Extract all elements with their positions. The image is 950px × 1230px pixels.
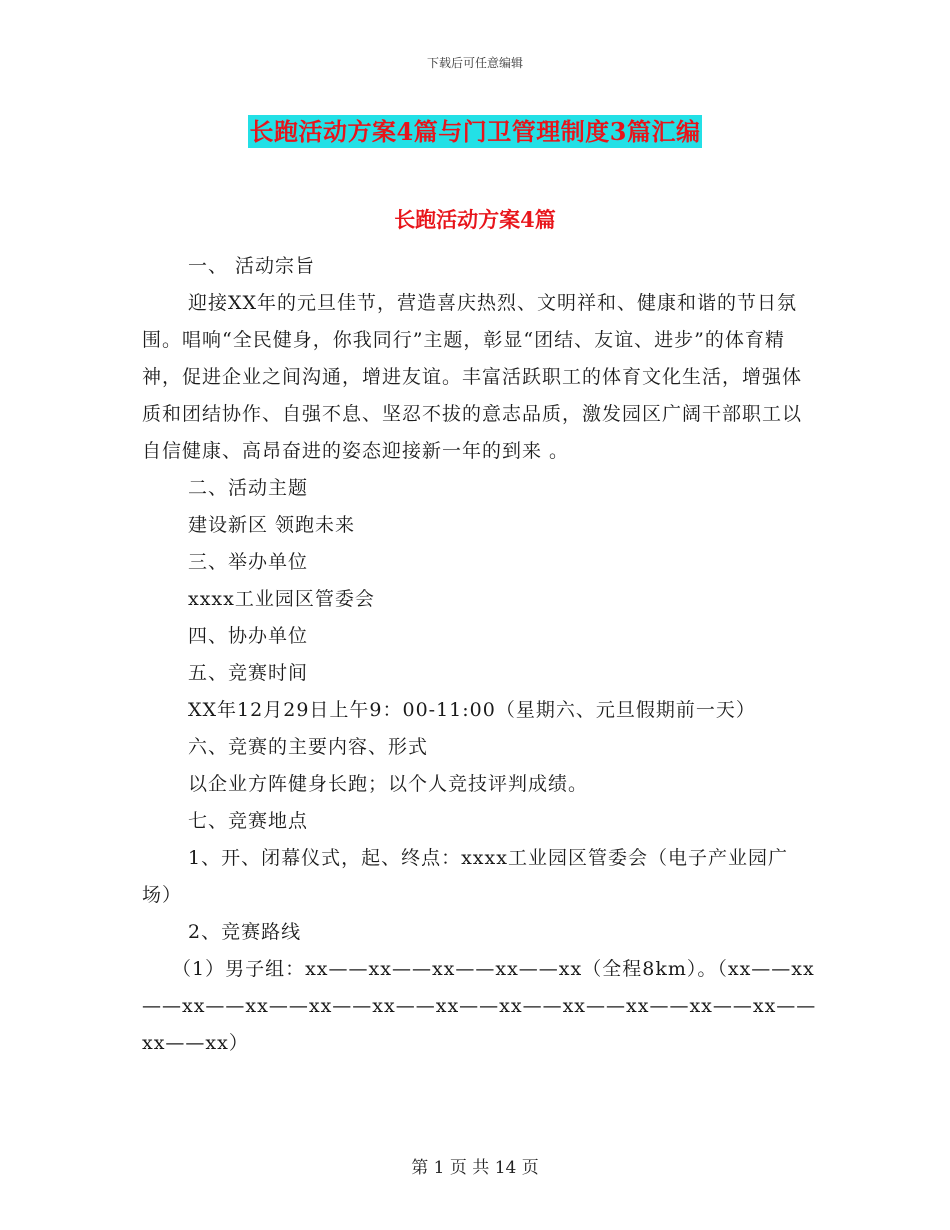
- document-title-text: 长跑活动方案4篇与门卫管理制度3篇汇编: [249, 117, 701, 146]
- header-note: 下载后可任意编辑: [426, 56, 523, 70]
- paragraph-location: 1、开、闭幕仪式，起、终点：xxxx工业园区管委会（电子产业园广场）: [142, 847, 788, 906]
- heading-organizer: 三、举办单位: [188, 551, 309, 573]
- heading-location: 七、竞赛地点: [188, 810, 309, 832]
- paragraph-content: 以企业方阵健身长跑；以个人竞技评判成绩。: [188, 773, 589, 795]
- paragraph-theme: 建设新区 领跑未来: [188, 514, 356, 536]
- heading-content: 六、竞赛的主要内容、形式: [188, 736, 429, 758]
- section-title: 长跑活动方案4篇: [394, 207, 556, 232]
- heading-route: 2、竞赛路线: [188, 921, 302, 943]
- document-title: [0, 112, 950, 147]
- paragraph-time: XX年12月29日上午9：00-11:00（星期六、元旦假期前一天）: [188, 699, 756, 721]
- page-footer: 第 1 页 共 14 页: [411, 1158, 539, 1178]
- heading-theme: 二、活动主题: [188, 477, 309, 499]
- document-body: [142, 248, 817, 1062]
- heading-time: 五、竞赛时间: [188, 662, 309, 684]
- heading-purpose: 一、 活动宗旨: [188, 255, 316, 277]
- paragraph-route-male: （1）男子组：xx——xx——xx——xx——xx（全程8km）。（xx——xx——xx——xx——xx——xx——xx——xx——xx——xx——xx——xx——xx——xx）: [142, 958, 817, 1054]
- heading-co-organizer: 四、协办单位: [188, 625, 309, 647]
- paragraph-purpose: 迎接XX年的元旦佳节，营造喜庆热烈、文明祥和、健康和谐的节日氛围。唱响“全民健身，你我同行”主题，彰显“团结、友谊、进步”的体育精神，促进企业之间沟通，增进友谊。丰富活跃职工的体育文化生活，增强体质和团结协作、自强不息、坚忍不拔的意志品质，激发园区广阔干部职工以自信健康、高昂奋进的姿态迎接新一年的到来 。: [142, 292, 803, 462]
- paragraph-organizer: xxxx工业园区管委会: [188, 588, 375, 610]
